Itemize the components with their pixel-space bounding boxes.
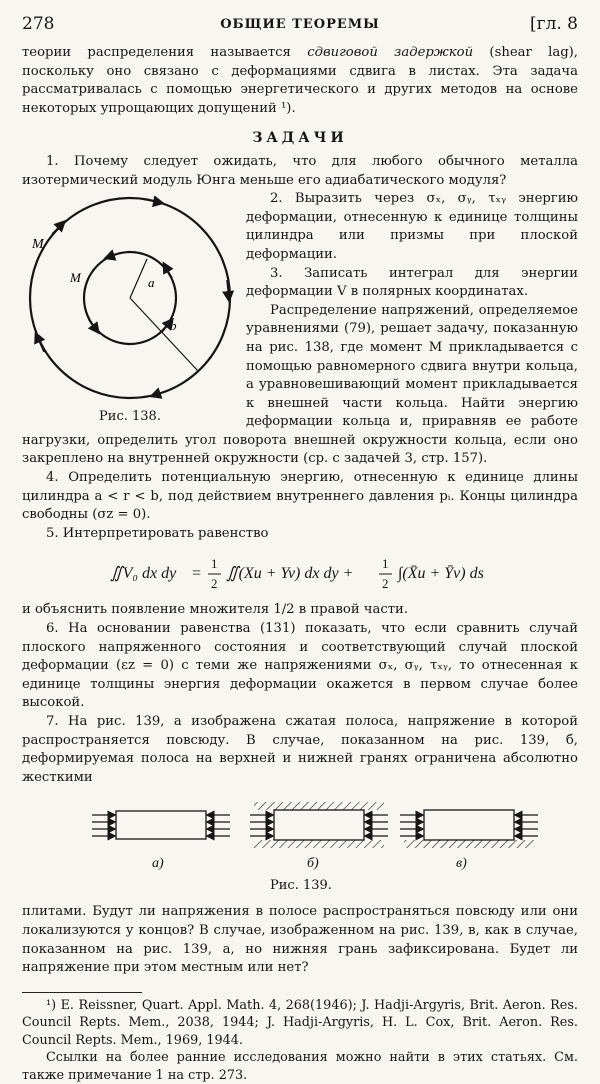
- fig139-label-a: а): [152, 856, 164, 872]
- problem-2: 2. Выразить через σₓ, σᵧ, τₓᵧ энергию деформации, отнесенную к единице толщины цилиндра или призмы при плоской деформации.: [246, 191, 578, 262]
- strip-c: [400, 810, 538, 848]
- problem-5-cont: и объяснить появление множителя 1/2 в правой части.: [22, 602, 409, 618]
- outer-arrows: [36, 199, 229, 396]
- formula-half-2-num: 1: [382, 556, 389, 572]
- formula-half-2-den: 2: [382, 576, 389, 592]
- footnote-1: ¹) E. Reissner, Quart. Appl. Math. 4, 268(1946); J. Hadji-Argyris, Brit. Aeron. Res. Council Repts. Mem., 2038, 1944; J. Hadji-Argyris, H. L. Cox, Brit. Aeron. Res. Council Repts. Mem., 1969, 1944.: [22, 997, 578, 1048]
- strip-b: [250, 802, 388, 848]
- term-shear-lag: сдвиговой задержкой: [307, 45, 474, 60]
- formula-energy: [22, 547, 578, 599]
- running-header: [22, 14, 578, 38]
- radius-a: [130, 259, 147, 298]
- running-title: ОБЩИЕ ТЕОРЕМЫ: [220, 17, 380, 32]
- formula-equals: =: [192, 565, 202, 583]
- problem-6: 6. На основании равенства (131) показать, что если сравнить случай плоского напряженного состояния и соответствующий случай плоской деформации (εz = 0) с теми же напряжениями σₓ, σᵧ, τₓᵧ, то отнесенная к единице толщины энергия деформации окажется в первом случае более высокой.: [22, 621, 578, 711]
- main-text: [22, 44, 578, 1084]
- figure-139-caption: Рис. 139.: [270, 878, 332, 894]
- problem-7: 7. На рис. 139, a изображена сжатая полоса, напряжение в которой распространяется повсюду. В случае, показанном на рис. 139, б, деформируемая полоса на верхней и нижней гранях ограничена абсолютно жесткими: [22, 714, 578, 785]
- intro-paragraph: теории распределения называется сдвиговой задержкой (shear lag), поскольку оно связано с деформациями сдвига в листах. Эта задача рассматривалась с помощью энергетического и других методов на основе некоторых упрощающих допущений ¹).: [22, 45, 578, 116]
- formula-lhs: ∬V₀ dx dy: [110, 565, 177, 583]
- problem-4: 4. Определить потенциальную энергию, отнесенную к единице длины цилиндра a < r < b, под действием внутреннего давления pᵢ. Концы цилиндра свободны (σz = 0).: [22, 470, 578, 523]
- fig139-label-b: б): [307, 856, 319, 872]
- radius-b: [130, 298, 198, 371]
- formula-rhs: ∫(X̄u + Ȳv) ds: [398, 565, 484, 583]
- problem-3: 3. Записать интеграл для энергии деформации V в полярных координатах.: [246, 265, 578, 300]
- figure-139: [22, 791, 578, 895]
- footnote-rule: [22, 992, 142, 993]
- problem-5: 5. Интерпретировать равенство: [46, 525, 269, 541]
- formula-half-1-den: 2: [211, 576, 218, 592]
- fig139-label-c: в): [456, 856, 467, 872]
- figure-138-caption: Рис. 138.: [99, 409, 161, 425]
- label-M-inner: M: [70, 270, 81, 286]
- problem-1: 1. Почему следует ожидать, что для любого обычного металла изотермический модуль Юнга меньше его адиабатического модуля?: [22, 153, 578, 188]
- inner-arrows: [89, 253, 172, 332]
- problem-7-cont: плитами. Будут ли напряжения в полосе распространяться повсюду или они локализуются у концов? В случае, изображенном на рис. 139, в, как в случае, показанном на рис. 139, а, но нижняя грань зафиксирована. Будет ли напряжение при этом местным или нет?: [22, 904, 578, 976]
- formula-mid: ∬(Xu + Yv) dx dy +: [226, 565, 354, 583]
- footnote-2: Ссылки на более ранние исследования можно найти в этих статьях. См. также примечание 1 на стр. 273.: [22, 1050, 578, 1083]
- label-M-outer: M: [32, 237, 44, 253]
- section-title: ЗАДАЧИ: [252, 130, 348, 147]
- label-a: a: [148, 275, 155, 291]
- page-number: 278: [22, 14, 55, 34]
- label-b: b: [170, 318, 177, 334]
- figure-138: [22, 192, 238, 430]
- chapter-marker: [гл. 8: [530, 14, 578, 34]
- strip-a: [92, 811, 230, 839]
- formula-half-1-num: 1: [211, 556, 218, 572]
- ring-diagram: [22, 192, 238, 408]
- problem-3-ring: Распределение напряжений, определяемое уравнениями (79), решает задачу, показанную на рис. 138, где момент M прикладывается с помощью равномерного сдвига внутри кольца, а уравновешивающий момент прикладывается к внешней части кольца. Найти энергию деформации кольца и, приравняв ее работе нагрузки, определить угол поворота внешней окружности кольца, если оно закреплено на внутренней окружности (ср. с задачей 3, стр. 157).: [22, 302, 578, 467]
